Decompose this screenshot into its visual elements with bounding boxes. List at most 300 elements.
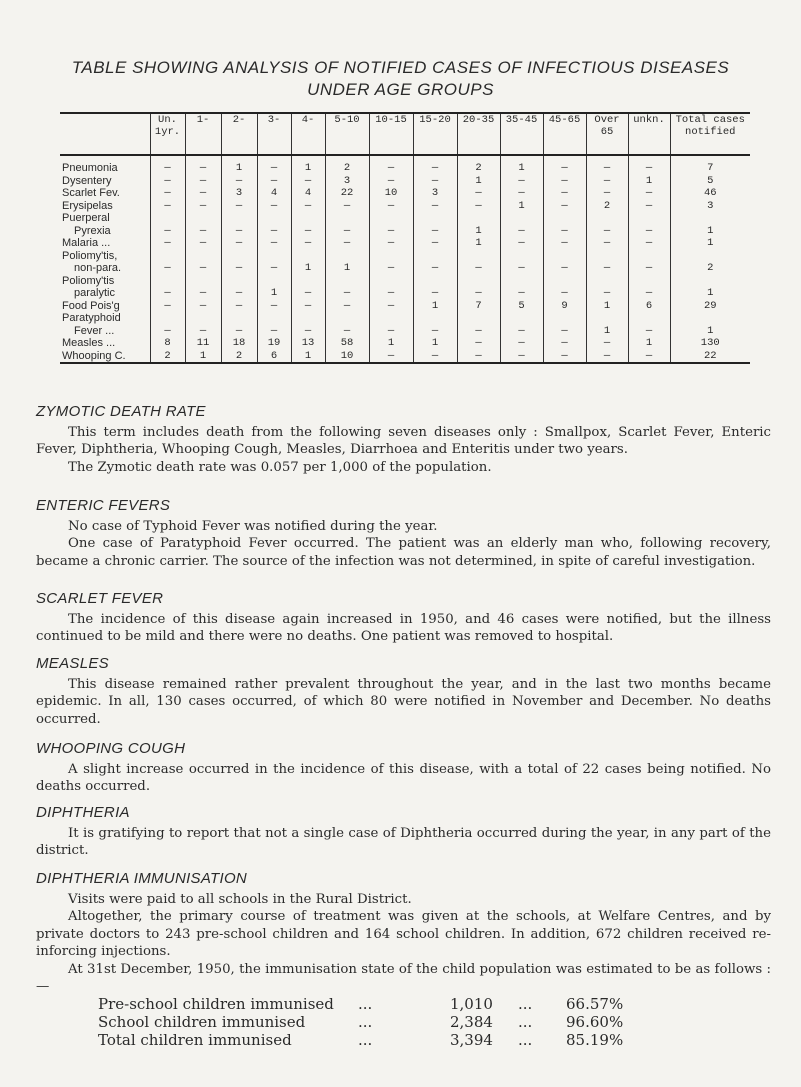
table-cell: — [500,287,543,300]
table-cell: 2 [457,155,500,175]
table-cell [150,275,185,288]
leader-dots: ... [518,1031,533,1049]
table-cell [257,312,291,325]
table-cell: — [500,350,543,364]
table-cell: — [413,155,457,175]
leader-dots: ... [518,1013,533,1031]
stat-count: 2,384 [450,1013,493,1031]
table-cell [185,275,221,288]
table-cell: 10 [369,187,413,200]
table-cell: — [543,237,586,250]
table-cell: — [628,155,670,175]
table-cell [150,250,185,263]
section-immunisation [36,870,771,996]
column-header: 3- [257,113,291,155]
table-cell: 1 [457,225,500,238]
table-cell: — [150,262,185,275]
table-cell: — [457,337,500,350]
table-cell: 11 [185,337,221,350]
table-cell: — [413,325,457,338]
table-cell: — [543,337,586,350]
section-zymotic [36,403,771,476]
table-cell: 18 [221,337,257,350]
table-cell: — [543,325,586,338]
table-cell: 1 [670,287,750,300]
section-heading: DIPHTHERIA [36,804,130,821]
table-cell: — [185,237,221,250]
table-cell: — [185,200,221,213]
table-cell: — [586,155,628,175]
table-cell: — [291,225,325,238]
table-cell [221,250,257,263]
table-cell [543,312,586,325]
table-title: TABLE SHOWING ANALYSIS OF NOTIFIED CASES OF INFECTIOUS DISEASES [71,58,730,77]
stat-label: School children immunised [98,1013,306,1031]
table-cell: — [369,300,413,313]
table-cell [257,275,291,288]
table-cell: — [628,237,670,250]
section-heading: ENTERIC FEVERS [36,497,171,514]
column-header: Total cases notified [670,113,750,155]
table-cell [543,275,586,288]
column-header: Un. 1yr. [150,113,185,155]
table-cell: — [413,175,457,188]
table-cell: — [413,287,457,300]
table-cell [500,250,543,263]
table-cell: 1 [628,337,670,350]
table-cell: 10 [325,350,369,364]
table-row [60,262,750,275]
table-cell [325,212,369,225]
table-cell: — [325,300,369,313]
table-cell: 1 [413,337,457,350]
table-cell [413,250,457,263]
table-cell [586,312,628,325]
table-cell: — [586,175,628,188]
section-heading: WHOOPING COUGH [36,740,186,757]
table-cell: — [150,300,185,313]
disease-name: Food Pois'g [62,299,120,312]
leader-dots: ... [358,995,373,1013]
table-cell [670,275,750,288]
table-cell: 2 [325,155,369,175]
table-cell: — [325,237,369,250]
table-cell: — [150,175,185,188]
table-cell [150,312,185,325]
section-whooping-cough [36,740,771,796]
table-cell: 2 [670,262,750,275]
table-cell: — [150,155,185,175]
table-cell [413,275,457,288]
column-header [60,113,150,155]
disease-name: Fever ... [74,324,115,337]
column-header: 15-20 [413,113,457,155]
table-cell: 1 [670,225,750,238]
table-cell [500,312,543,325]
table-cell: — [586,187,628,200]
table-cell [325,250,369,263]
table-cell: 3 [325,175,369,188]
table-cell: — [150,187,185,200]
table-row [60,312,750,325]
table-cell: — [291,200,325,213]
table-cell: — [185,325,221,338]
table-row [60,155,750,175]
table-cell: — [325,325,369,338]
leader-dots: ... [518,995,533,1013]
table-cell: — [369,155,413,175]
column-header: 1- [185,113,221,155]
table-cell: — [291,287,325,300]
table-cell [628,250,670,263]
table-row [60,275,750,288]
section-paragraph: Altogether, the primary course of treatment was given at the schools, at Welfare Centres, and by private doctors to 243 pre-school children and 164 school children. In addition, 672 children received re-inforcing injections. [36,909,771,959]
section-heading: SCARLET FEVER [36,590,164,607]
table-cell: 3 [413,187,457,200]
table-row [60,187,750,200]
table-cell [257,212,291,225]
table-cell [185,212,221,225]
section-heading: ZYMOTIC DEATH RATE [36,403,206,420]
table-cell [325,312,369,325]
table-cell: 46 [670,187,750,200]
table-cell [457,312,500,325]
table-cell: 1 [413,300,457,313]
table-cell: 1 [586,300,628,313]
table-cell [185,250,221,263]
table-cell [291,250,325,263]
table-cell: — [150,200,185,213]
section-paragraph: This term includes death from the following seven diseases only : Smallpox, Scarlet Fever, Enteric Fever, Diphtheria, Whooping Cough, Measles, Diarrhoea and Enteritis under two years. [36,424,771,457]
column-header: 10-15 [369,113,413,155]
section-diphtheria [36,804,771,860]
stat-percent: 66.57% [566,995,624,1013]
table-cell: — [185,175,221,188]
table-cell [369,312,413,325]
table-cell: — [543,187,586,200]
table-cell: — [221,200,257,213]
table-cell: 1 [291,155,325,175]
table-cell: — [500,325,543,338]
section-paragraph: At 31st December, 1950, the immunisation state of the child population was estimated to be as follows : — [36,961,771,994]
table-cell: — [221,325,257,338]
table-cell [221,212,257,225]
table-cell: — [586,237,628,250]
table-cell: 1 [325,262,369,275]
stat-row [98,1013,698,1031]
disease-name: Pneumonia [62,162,118,174]
table-cell: 1 [291,350,325,364]
disease-name: paralytic [74,287,115,299]
table-cell [543,212,586,225]
column-header: 20-35 [457,113,500,155]
table-cell: 4 [291,187,325,200]
section-paragraph: The incidence of this disease again increased in 1950, and 46 cases were notified, but the illness continued to be mild and there were no deaths. One patient was removed to hospital. [36,611,771,644]
table-cell: — [150,237,185,250]
table-cell: — [628,287,670,300]
table-cell: — [628,200,670,213]
table-cell: — [457,287,500,300]
table-cell: — [628,225,670,238]
table-cell: — [500,175,543,188]
table-row [60,337,750,350]
table-cell [291,312,325,325]
table-cell [291,275,325,288]
section-paragraph: This disease remained rather prevalent throughout the year, and in the last two months became epidemic. In all, 130 cases occurred, of which 80 were notified in November and December. No deaths occurred. [36,676,771,727]
disease-name: Paratyphoid [62,312,121,324]
table-cell: 1 [670,237,750,250]
table-cell: — [185,155,221,175]
column-header: 35-45 [500,113,543,155]
table-cell: — [500,262,543,275]
table-cell: — [543,155,586,175]
table-cell: — [291,300,325,313]
table-cell: — [586,262,628,275]
disease-name: Poliomy'tis [62,274,115,287]
table-cell: 8 [150,337,185,350]
table-cell [543,250,586,263]
disease-name: Scarlet Fev. [62,187,120,199]
table-cell: — [369,237,413,250]
table-cell: 22 [325,187,369,200]
table-cell [221,312,257,325]
table-cell [457,275,500,288]
table-cell: — [291,325,325,338]
table-cell: — [586,350,628,364]
table-cell: — [457,187,500,200]
table-cell: 6 [257,350,291,364]
table-cell: — [369,200,413,213]
table-cell: — [543,287,586,300]
table-row [60,225,750,238]
table-cell [150,212,185,225]
table-cell: — [369,287,413,300]
table-cell: — [543,262,586,275]
table-cell [369,250,413,263]
table-cell: — [413,225,457,238]
table-cell: — [457,325,500,338]
table-cell: 9 [543,300,586,313]
table-cell [586,250,628,263]
section-scarlet [36,590,771,646]
table-cell: 1 [257,287,291,300]
table-cell: 7 [670,155,750,175]
table-cell [500,275,543,288]
table-cell: — [185,300,221,313]
table-cell: 1 [221,155,257,175]
table-cell: — [221,225,257,238]
table-cell [628,275,670,288]
table-cell: 2 [586,200,628,213]
immunisation-stats [98,995,698,1049]
stat-percent: 85.19% [566,1031,624,1049]
section-paragraph: The Zymotic death rate was 0.057 per 1,000 of the population. [68,459,492,475]
section-heading: DIPHTHERIA IMMUNISATION [36,870,248,887]
table-cell: 58 [325,337,369,350]
age-group-table [60,112,750,364]
table-cell: — [413,200,457,213]
table-cell: — [543,200,586,213]
table-cell: 1 [628,175,670,188]
table-cell: 5 [500,300,543,313]
stat-row [98,995,698,1013]
table-cell: — [221,262,257,275]
table-cell [457,212,500,225]
table-header-row [60,113,750,155]
table-cell: — [185,225,221,238]
table-cell: — [185,287,221,300]
table-cell: — [257,225,291,238]
table-cell: — [221,287,257,300]
section-heading: MEASLES [36,655,109,672]
table-cell: — [150,287,185,300]
column-header: unkn. [628,113,670,155]
table-cell: — [150,325,185,338]
table-cell [221,275,257,288]
leader-dots: ... [358,1013,373,1031]
section-paragraph: A slight increase occurred in the incidence of this disease, with a total of 22 cases being notified. No deaths occurred. [36,761,771,794]
table-cell: — [500,187,543,200]
table-cell: — [457,262,500,275]
table-cell: — [628,350,670,364]
stat-count: 3,394 [450,1031,493,1049]
disease-name: Dysentery [62,174,112,187]
section-enteric [36,497,771,570]
table-row [60,325,750,338]
table-cell [369,275,413,288]
disease-name: Malaria ... [62,237,111,249]
table-cell: — [413,262,457,275]
table-subtitle: UNDER AGE GROUPS [307,80,494,99]
stat-label: Pre-school children immunised [98,995,334,1013]
table-cell: — [413,237,457,250]
table-cell: — [221,175,257,188]
table-cell: — [291,237,325,250]
table-cell: — [457,350,500,364]
table-cell: — [369,175,413,188]
table-row [60,200,750,213]
table-cell [325,275,369,288]
table-cell: 22 [670,350,750,364]
table-cell: 1 [500,200,543,213]
table-cell: — [369,350,413,364]
table-cell: — [257,155,291,175]
table-cell: 1 [457,175,500,188]
table-cell [586,275,628,288]
column-header: 45-65 [543,113,586,155]
table-cell [185,312,221,325]
table-cell: — [150,225,185,238]
disease-name: Puerperal [62,212,110,224]
table-cell: 2 [221,350,257,364]
table-row [60,212,750,225]
table-cell: — [543,350,586,364]
disease-name: Whooping C. [62,349,126,362]
column-header: 5-10 [325,113,369,155]
table-cell: 1 [457,237,500,250]
table-cell: 5 [670,175,750,188]
table-cell: 6 [628,300,670,313]
table-cell [628,212,670,225]
table-cell: — [257,200,291,213]
column-header: 2- [221,113,257,155]
table-cell [670,212,750,225]
table-cell: 13 [291,337,325,350]
table-cell: — [543,175,586,188]
disease-name: Poliomy'tis, [62,249,118,262]
table-cell: 1 [500,155,543,175]
section-paragraph: One case of Paratyphoid Fever occurred. The patient was an elderly man who, following recovery, became a chronic carrier. The source of the infection was not determined, in spite of careful investigation. [36,536,771,569]
table-cell: — [543,225,586,238]
table-cell: — [628,262,670,275]
stat-count: 1,010 [450,995,493,1013]
table-cell: — [257,325,291,338]
table-cell: 1 [185,350,221,364]
table-cell: — [369,262,413,275]
table-cell: — [500,237,543,250]
table-cell [670,250,750,263]
table-cell [628,312,670,325]
table-row [60,237,750,250]
table-row [60,350,750,364]
table-cell: 29 [670,300,750,313]
table-row [60,175,750,188]
section-paragraph: No case of Typhoid Fever was notified during the year. [68,518,438,534]
table-cell: — [500,225,543,238]
table-cell [257,250,291,263]
table-cell: 1 [291,262,325,275]
section-paragraph: Visits were paid to all schools in the Rural District. [68,891,412,907]
table-cell: 4 [257,187,291,200]
table-cell: — [325,200,369,213]
table-cell: — [185,187,221,200]
table-cell: 1 [369,337,413,350]
leader-dots: ... [358,1031,373,1049]
table-cell [369,212,413,225]
stat-label: Total children immunised [98,1031,292,1049]
disease-name: Erysipelas [62,199,113,212]
table-cell: — [369,325,413,338]
column-header: Over 65 [586,113,628,155]
table-cell [413,312,457,325]
table-cell: — [325,287,369,300]
table-cell: — [413,350,457,364]
table-cell [500,212,543,225]
section-measles [36,655,771,728]
table-cell: — [257,262,291,275]
table-cell [586,212,628,225]
disease-name: non-para. [74,262,122,274]
table-cell: — [325,225,369,238]
table-cell: — [628,325,670,338]
table-cell: — [257,300,291,313]
table-cell [670,312,750,325]
table-cell: — [500,337,543,350]
table-cell: 3 [670,200,750,213]
section-paragraph: It is gratifying to report that not a single case of Diphtheria occurred during the year, in any part of the district. [36,825,771,858]
column-header: 4- [291,113,325,155]
table-cell: — [586,225,628,238]
table-cell: — [457,200,500,213]
disease-name: Measles ... [62,337,116,349]
table-cell: — [628,187,670,200]
table-cell: — [257,175,291,188]
table-cell: 1 [586,325,628,338]
stat-percent: 96.60% [566,1013,624,1031]
disease-name: Pyrexia [74,224,111,237]
table-cell [413,212,457,225]
table-cell: 2 [150,350,185,364]
